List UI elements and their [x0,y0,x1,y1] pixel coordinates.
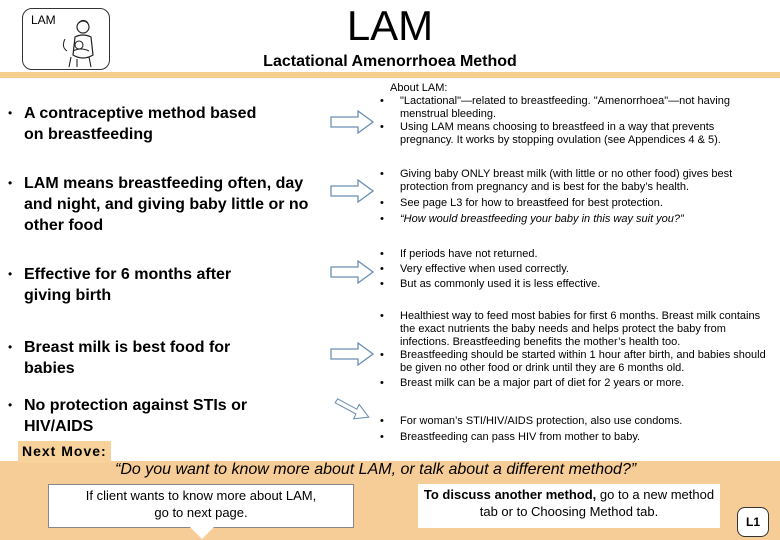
bullet-dot: • [8,267,13,281]
info-item [376,278,770,291]
bullet-dot: • [380,95,384,107]
bullet-dot: • [380,248,384,260]
bullet-dot: • [380,349,384,361]
bullet-dot: • [8,340,13,354]
tab-label: LAM [31,13,56,27]
right-arrow-icon [330,342,374,366]
bullet-dot: • [380,415,384,427]
point-effective-6-months [8,264,278,306]
sti-hiv-box [376,415,770,444]
point-breastfeeding-often [8,173,318,236]
about-lam-heading: About LAM: [390,82,448,94]
info-item [376,213,770,226]
point-no-sti-protection [8,395,298,437]
other-method-callout[interactable] [418,484,720,528]
info-text: "Lactational"—related to breastfeeding. "Amenorrhoea"—not having menstrual bleeding. [400,95,730,120]
info-item [376,349,770,375]
point-breast-milk-best [8,337,278,379]
page-id-badge: L1 [737,507,769,537]
callout-rest-text: go to a new method tab or to Choosing Method tab. [479,487,715,519]
effectiveness-box [376,248,770,291]
bullet-dot: • [380,121,384,133]
bullet-dot: • [380,278,384,290]
right-arrow-icon [330,260,374,284]
bullet-dot: • [380,168,384,180]
bullet-dot: • [380,263,384,275]
info-text: Breast milk can be a major part of diet for 2 years or more. [400,377,685,389]
info-item [376,310,770,349]
next-move-label: Next Move: [18,441,111,463]
info-item [376,263,770,276]
info-text: But as commonly used it is less effective. [400,278,601,290]
point-text: Effective for 6 months after giving birth [24,266,232,304]
info-text: Using LAM means choosing to breastfeed in a way that prevents pregnancy. It works by stopping ovulation (see Appendices 4 & 5). [400,121,721,146]
info-item [376,248,770,261]
page-subtitle: Lactational Amenorrhoea Method [263,53,517,70]
down-right-arrow-icon [330,398,374,422]
point-text: LAM means breastfeeding often, day and night, and giving baby little or no other food [24,175,309,234]
more-about-lam-callout[interactable] [48,484,354,528]
exclusive-breastfeeding-box [376,168,770,226]
bullet-dot: • [8,398,13,412]
info-text: Breastfeeding should be started within 1 hour after birth, and babies should be given no other food or drink until they are 6 months old. [400,349,766,374]
right-arrow-icon [330,110,374,134]
about-lam-box [376,82,770,147]
callout-bold-text: To discuss another method, [423,487,597,502]
point-text: No protection against STIs or HIV/AIDS [24,397,248,435]
bullet-dot: • [380,213,384,225]
callout-line-2: go to next page. [154,505,248,520]
info-text: Giving baby ONLY breast milk (with little or no other food) gives best protection from pregnancy and is best for the baby’s health. [400,168,733,193]
info-item [376,95,770,121]
header-band [0,72,780,78]
callout-pointer [190,527,214,539]
info-text: Very effective when used correctly. [400,263,569,275]
info-text: Breastfeeding can pass HIV from mother to baby. [400,431,641,443]
info-item [376,197,770,210]
callout-line-1: If client wants to know more about LAM, [85,488,317,503]
bullet-dot: • [8,176,13,190]
next-move-question: “Do you want to know more about LAM, or talk about a different method?” [115,461,637,478]
info-text: See page L3 for how to breastfeed for best protection. [400,197,663,209]
point-contraceptive-method [8,103,258,145]
bullet-dot: • [380,377,384,389]
bullet-dot: • [380,310,384,322]
info-item [376,121,770,147]
info-text: For woman’s STI/HIV/AIDS protection, also use condoms. [400,415,683,427]
info-item [376,415,770,428]
info-item [376,431,770,444]
info-text: If periods have not returned. [400,248,538,260]
info-text: “How would breastfeeding your baby in this way suit you?” [400,213,684,225]
info-item [376,377,770,390]
bullet-dot: • [380,431,384,443]
point-text: Breast milk is best food for babies [24,339,231,377]
right-arrow-icon [330,179,374,203]
page-title: LAM [346,2,434,49]
breast-milk-box [376,310,770,390]
point-text: A contraceptive method based on breastfeeding [24,105,257,143]
bullet-dot: • [8,106,13,120]
bullet-dot: • [380,197,384,209]
info-text: Healthiest way to feed most babies for first 6 months. Breast milk contains the exact nutrients the baby needs and helps protect the baby from infections. Breastfeeding benefits the mother’s health too. [400,310,761,348]
info-item [376,168,770,194]
